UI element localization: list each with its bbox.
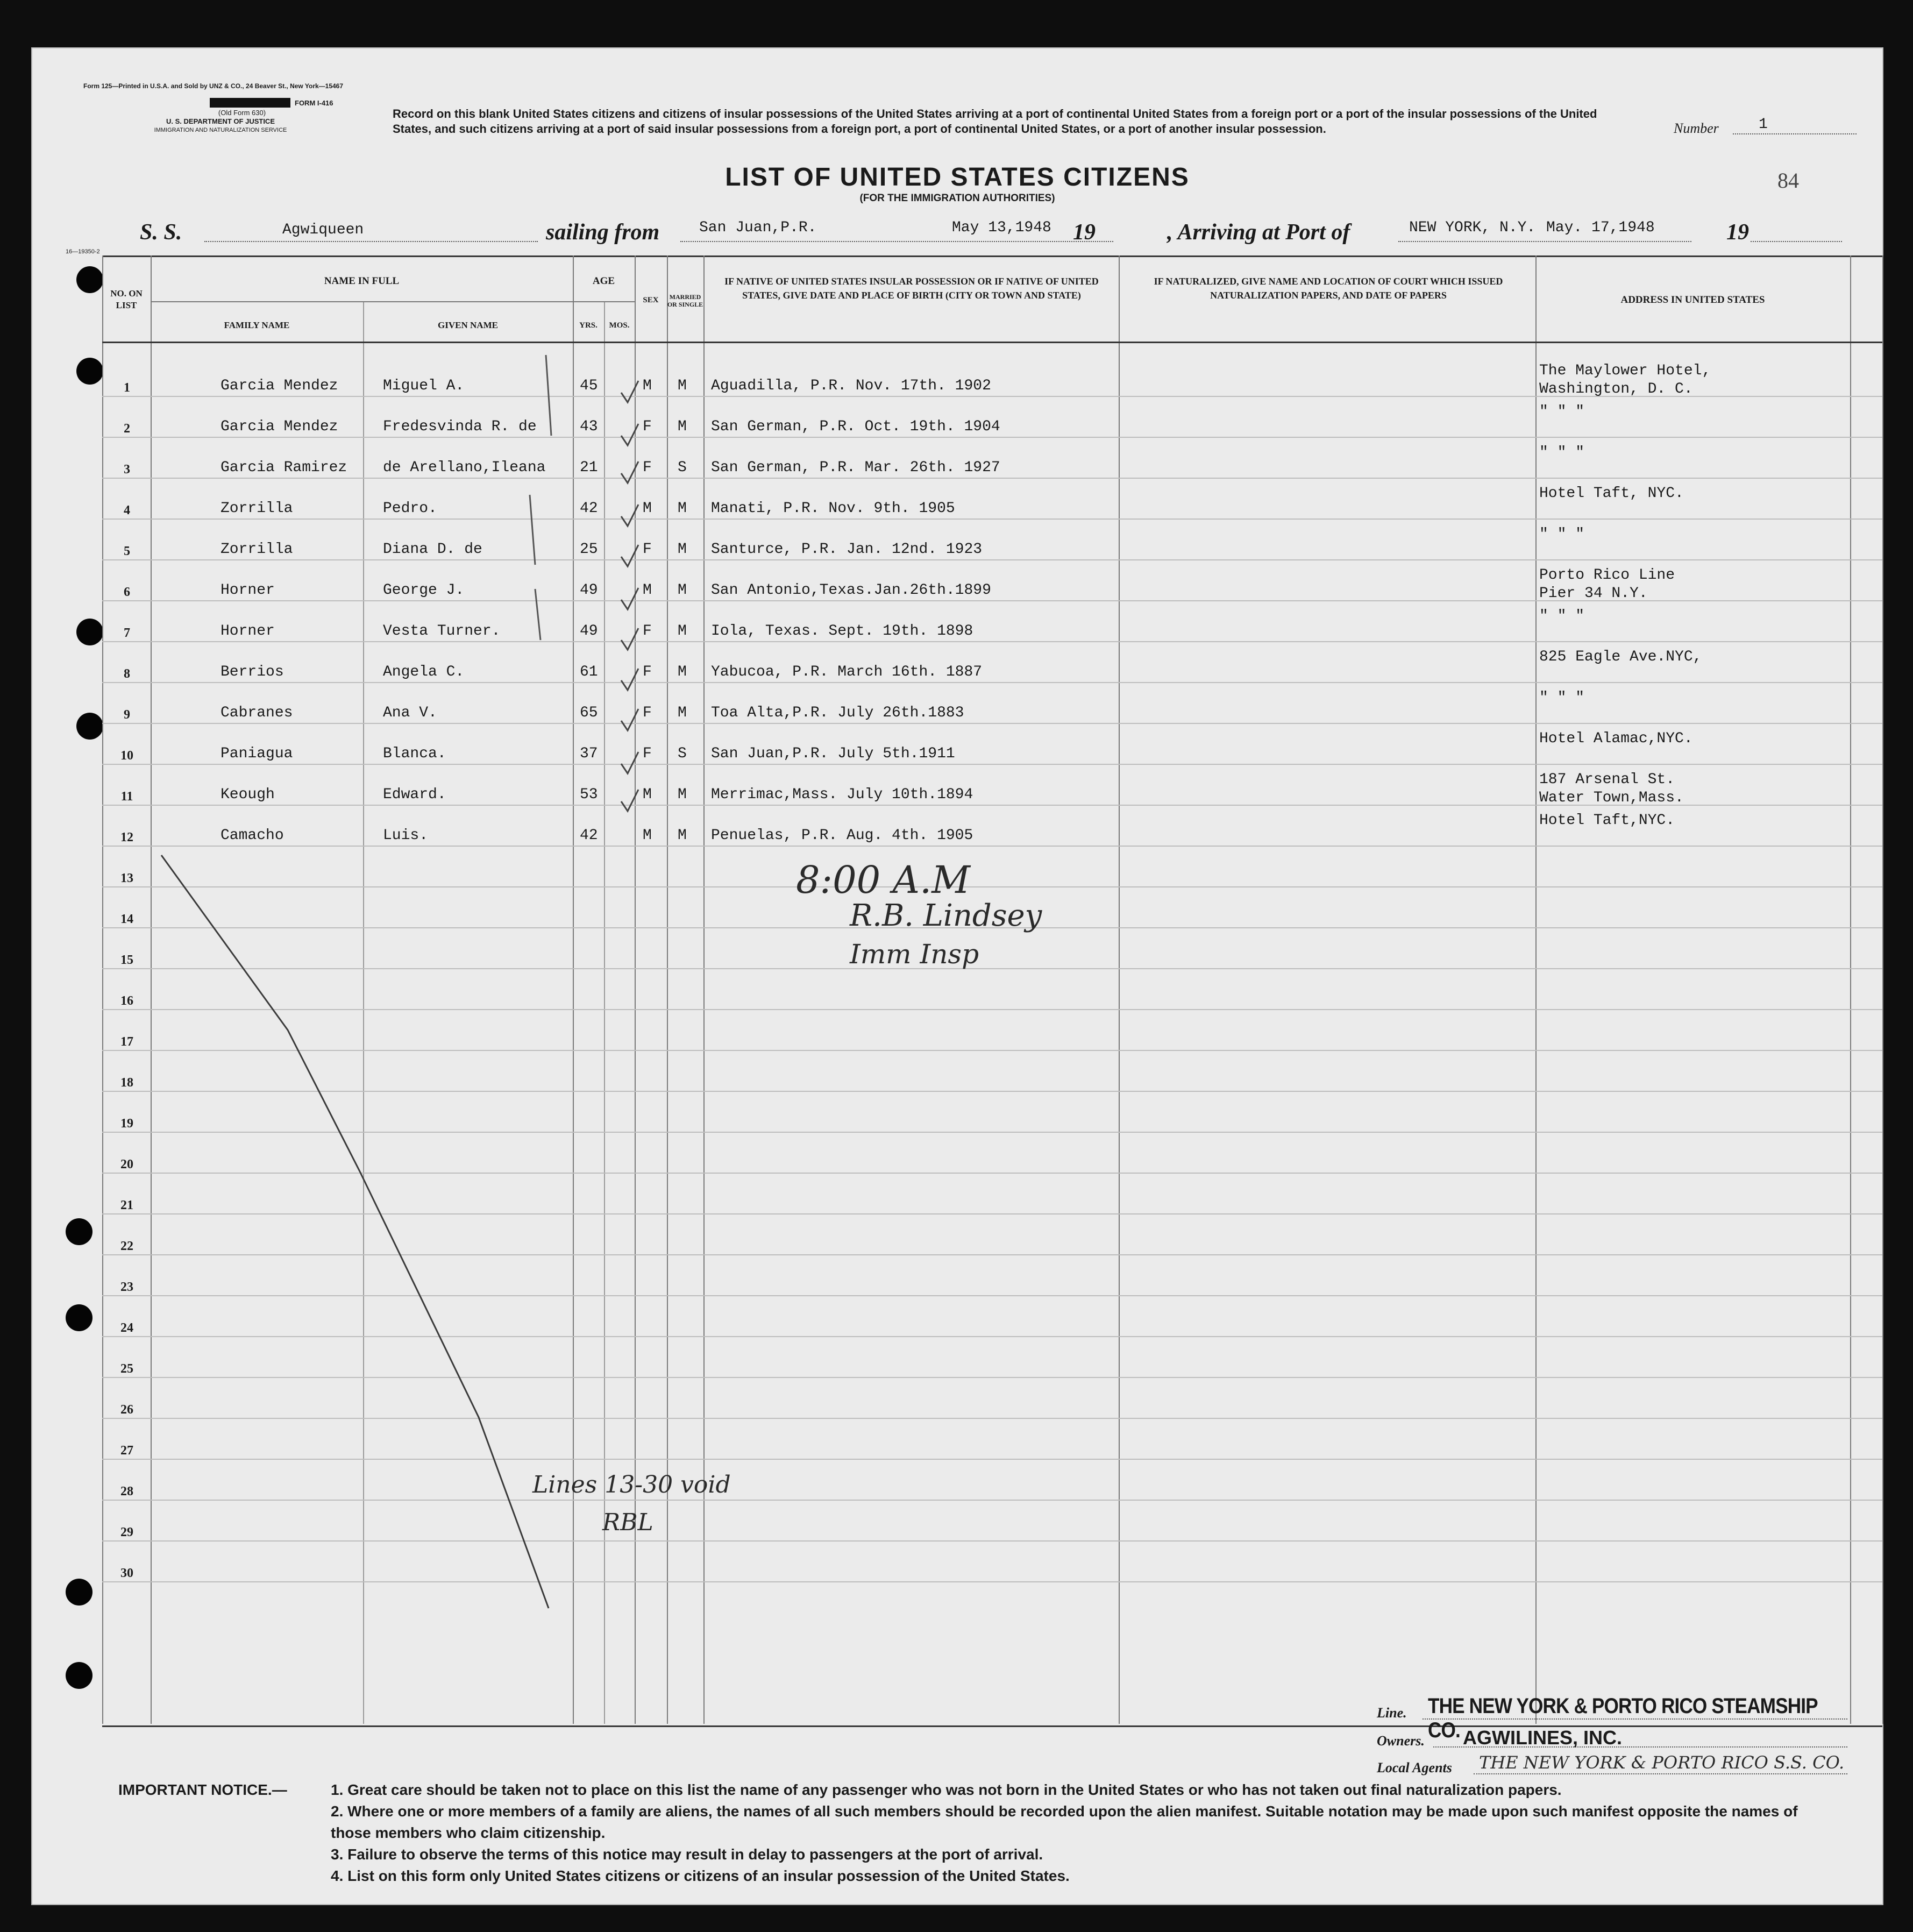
year-label-2: 19 bbox=[1726, 220, 1749, 245]
marital-status: S bbox=[678, 745, 687, 762]
birth-info: Toa Alta,P.R. July 26th.1883 bbox=[711, 705, 964, 721]
record-notice: Record on this blank United States citizens and citizens of insular possessions of the United States arriving at a port of continental United States from a foreign port or a port of the insular possessions of the United States, and such citizens arriving at a port of said insular possessions from a foreign port, a port of continental United States, or a port of another insular possession. bbox=[393, 107, 1597, 136]
birth-info: Merrimac,Mass. July 10th.1894 bbox=[711, 786, 973, 803]
row-number: 21 bbox=[120, 1198, 133, 1212]
owners-value: AGWILINES, INC. bbox=[1463, 1727, 1622, 1749]
row-number: 1 bbox=[124, 381, 130, 395]
sex: F bbox=[643, 459, 652, 476]
line-label: Line. bbox=[1377, 1705, 1407, 1721]
row-number: 11 bbox=[120, 790, 133, 804]
address-line-1: " " " bbox=[1539, 444, 1585, 461]
row-number: 27 bbox=[120, 1444, 133, 1458]
address-line-1: Hotel Alamac,NYC. bbox=[1539, 730, 1693, 747]
ss-label: S. S. bbox=[140, 220, 182, 245]
service: IMMIGRATION AND NATURALIZATION SERVICE bbox=[154, 127, 287, 133]
sail-date: May 13,1948 bbox=[952, 219, 1051, 236]
sex: M bbox=[643, 786, 652, 803]
age-years: 49 bbox=[580, 582, 598, 599]
header-married-single: MARRIED OR SINGLE bbox=[667, 293, 703, 308]
printer-line: Form 125—Printed in U.S.A. and Sold by UNZ & CO., 24 Beaver St., New York—15467 bbox=[83, 82, 344, 90]
given-name: Fredesvinda R. de bbox=[383, 418, 537, 435]
address-line-1: 187 Arsenal St. bbox=[1539, 771, 1675, 788]
age-years: 45 bbox=[580, 378, 598, 394]
from-port: San Juan,P.R. bbox=[699, 219, 817, 236]
void-strike-line bbox=[161, 855, 549, 1608]
age-years: 42 bbox=[580, 500, 598, 517]
family-name: Keough bbox=[221, 786, 275, 803]
sex: F bbox=[643, 541, 652, 558]
marital-status: M bbox=[678, 664, 687, 680]
address-line-1: Hotel Taft,NYC. bbox=[1539, 812, 1675, 829]
inspector-signature: R.B. Lindsey bbox=[850, 898, 1042, 933]
row-number: 16 bbox=[120, 994, 133, 1008]
row-number: 9 bbox=[124, 708, 130, 722]
department: U. S. DEPARTMENT OF JUSTICE bbox=[166, 117, 275, 125]
given-name: Blanca. bbox=[383, 745, 446, 762]
birth-info: San Antonio,Texas.Jan.26th.1899 bbox=[711, 582, 991, 599]
address-line-1: " " " bbox=[1539, 608, 1585, 624]
given-name: Diana D. de bbox=[383, 541, 482, 558]
sex: F bbox=[643, 664, 652, 680]
page-title: LIST OF UNITED STATES CITIZENS bbox=[725, 163, 1190, 191]
address-line-1: The Maylower Hotel, bbox=[1539, 363, 1711, 379]
given-name: Ana V. bbox=[383, 705, 437, 721]
family-name: Berrios bbox=[221, 664, 284, 680]
row-number: 3 bbox=[124, 463, 130, 477]
family-name: Horner bbox=[221, 623, 275, 640]
age-years: 21 bbox=[580, 459, 598, 476]
row-number: 28 bbox=[120, 1484, 133, 1498]
age-years: 25 bbox=[580, 541, 598, 558]
header-name-in-full: NAME IN FULL bbox=[324, 275, 400, 287]
row-number: 18 bbox=[120, 1076, 133, 1090]
handwriting-layer bbox=[32, 48, 1882, 1904]
header-address: ADDRESS IN UNITED STATES bbox=[1620, 294, 1765, 306]
page-subtitle: (FOR THE IMMIGRATION AUTHORITIES) bbox=[859, 193, 1055, 204]
old-form: (Old Form 630) bbox=[218, 109, 266, 117]
row-number: 26 bbox=[120, 1403, 133, 1417]
given-name: Miguel A. bbox=[383, 378, 465, 394]
sex: M bbox=[643, 378, 652, 394]
line-value: THE NEW YORK & PORTO RICO STEAMSHIP CO. bbox=[1428, 1694, 1818, 1742]
row-number: 17 bbox=[120, 1035, 133, 1049]
marital-status: M bbox=[678, 786, 687, 803]
header-birth: IF NATIVE OF UNITED STATES INSULAR POSSESSION OR IF NATIVE OF UNITED STATES, GIVE DATE AND PLACE OF BIRTH (CITY OR TOWN AND STATE) bbox=[724, 276, 1099, 301]
row-number: 23 bbox=[120, 1280, 133, 1294]
header-age: AGE bbox=[592, 275, 615, 287]
notice-1: 1. Great care should be taken not to place on this list the name of any passenger who was not born in the United States or who has not taken out final naturalization papers. bbox=[331, 1781, 1562, 1798]
sex: M bbox=[643, 500, 652, 517]
family-name: Zorrilla bbox=[221, 541, 293, 558]
row-number: 13 bbox=[120, 871, 133, 885]
header-given-name: GIVEN NAME bbox=[438, 320, 498, 330]
family-name: Garcia Mendez bbox=[221, 418, 338, 435]
agents-value: THE NEW YORK & PORTO RICO S.S. CO. bbox=[1479, 1752, 1845, 1773]
number-label: Number bbox=[1674, 120, 1719, 136]
address-line-1: " " " bbox=[1539, 403, 1585, 420]
address-line-2: Pier 34 N.Y. bbox=[1539, 585, 1648, 602]
manifest-sheet bbox=[31, 47, 1883, 1905]
header-sex: SEX bbox=[643, 296, 659, 304]
row-number: 4 bbox=[124, 503, 130, 517]
sex: M bbox=[643, 827, 652, 844]
given-name: Pedro. bbox=[383, 500, 437, 517]
address-line-1: Porto Rico Line bbox=[1539, 567, 1675, 584]
row-number: 8 bbox=[124, 667, 130, 681]
marital-status: M bbox=[678, 541, 687, 558]
notice-2: 2. Where one or more members of a family are aliens, the names of all such members should be recorded upon the alien manifest. Suitable notation may be made upon such manifest opposite the names of those members who claim citizenship. bbox=[331, 1803, 1798, 1841]
family-name: Garcia Ramirez bbox=[221, 459, 347, 476]
age-years: 53 bbox=[580, 786, 598, 803]
birth-info: San Juan,P.R. July 5th.1911 bbox=[711, 745, 955, 762]
row-number: 20 bbox=[120, 1157, 133, 1171]
row-number: 30 bbox=[120, 1566, 133, 1580]
birth-info: Iola, Texas. Sept. 19th. 1898 bbox=[711, 623, 973, 640]
notice-3: 3. Failure to observe the terms of this notice may result in delay to passengers at the port of arrival. bbox=[331, 1846, 1043, 1863]
margin-code: 16—19350-2 bbox=[66, 248, 100, 255]
family-name: Garcia Mendez bbox=[221, 378, 338, 394]
address-line-1: Hotel Taft, NYC. bbox=[1539, 485, 1684, 502]
sex: M bbox=[643, 582, 652, 599]
age-years: 61 bbox=[580, 664, 598, 680]
birth-info: Penuelas, P.R. Aug. 4th. 1905 bbox=[711, 827, 973, 844]
given-name: Luis. bbox=[383, 827, 429, 844]
header-yrs: YRS. bbox=[579, 321, 598, 330]
age-years: 49 bbox=[580, 623, 598, 640]
address-line-2: Water Town,Mass. bbox=[1539, 790, 1684, 806]
form-code: FORM I-416 bbox=[295, 99, 333, 107]
arrival-date: May. 17,1948 bbox=[1546, 219, 1655, 236]
birth-info: Aguadilla, P.R. Nov. 17th. 1902 bbox=[711, 378, 991, 394]
bracket-marks bbox=[530, 355, 551, 640]
marital-status: M bbox=[678, 623, 687, 640]
row-number: 25 bbox=[120, 1362, 133, 1376]
marital-status: M bbox=[678, 500, 687, 517]
age-years: 42 bbox=[580, 827, 598, 844]
family-name: Camacho bbox=[221, 827, 284, 844]
address-line-1: 825 Eagle Ave.NYC, bbox=[1539, 649, 1702, 665]
header-mos: MOS. bbox=[609, 321, 630, 330]
marital-status: M bbox=[678, 827, 687, 844]
void-initials: RBL bbox=[602, 1509, 653, 1536]
row-number: 24 bbox=[120, 1321, 133, 1335]
marital-status: M bbox=[678, 705, 687, 721]
notice-title: IMPORTANT NOTICE.— bbox=[118, 1781, 287, 1798]
sex: F bbox=[643, 418, 652, 435]
header-no-on-list: NO. ON LIST bbox=[110, 288, 143, 310]
row-number: 7 bbox=[124, 626, 130, 640]
sex: F bbox=[643, 623, 652, 640]
address-line-1: " " " bbox=[1539, 690, 1585, 706]
agents-label: Local Agents bbox=[1377, 1760, 1452, 1775]
arrival-port: NEW YORK, N.Y. bbox=[1409, 219, 1536, 236]
row-number: 5 bbox=[124, 544, 130, 558]
family-name: Paniagua bbox=[221, 745, 293, 762]
notice-4: 4. List on this form only United States citizens or citizens of an insular possession of the United States. bbox=[331, 1867, 1070, 1884]
void-note: Lines 13-30 void bbox=[532, 1471, 731, 1498]
given-name: Vesta Turner. bbox=[383, 623, 501, 640]
row-number: 14 bbox=[120, 912, 133, 926]
marital-status: M bbox=[678, 418, 687, 435]
check-marks bbox=[621, 381, 638, 811]
marital-status: M bbox=[678, 378, 687, 394]
row-number: 15 bbox=[120, 953, 133, 967]
marital-status: S bbox=[678, 459, 687, 476]
owners-label: Owners. bbox=[1377, 1733, 1425, 1749]
row-number: 2 bbox=[124, 422, 130, 436]
age-years: 43 bbox=[580, 418, 598, 435]
row-number: 10 bbox=[120, 749, 133, 763]
header-naturalized: IF NATURALIZED, GIVE NAME AND LOCATION OF COURT WHICH ISSUED NATURALIZATION PAPERS, AND DATE OF PAPERS bbox=[1154, 276, 1503, 301]
row-number: 22 bbox=[120, 1239, 133, 1253]
age-years: 65 bbox=[580, 705, 598, 721]
header-family-name: FAMILY NAME bbox=[224, 320, 290, 330]
birth-info: Santurce, P.R. Jan. 12nd. 1923 bbox=[711, 541, 983, 558]
inspection-time: 8:00 A.M bbox=[796, 858, 970, 902]
sex: F bbox=[643, 745, 652, 762]
given-name: Edward. bbox=[383, 786, 446, 803]
number-value: 1 bbox=[1759, 116, 1768, 133]
given-name: de Arellano,Ileana bbox=[383, 459, 546, 476]
row-number: 12 bbox=[120, 830, 133, 844]
year-label-1: 19 bbox=[1073, 220, 1096, 245]
row-number: 29 bbox=[120, 1525, 133, 1539]
given-name: George J. bbox=[383, 582, 465, 599]
row-number: 19 bbox=[120, 1117, 133, 1131]
given-name: Angela C. bbox=[383, 664, 465, 680]
family-name: Zorrilla bbox=[221, 500, 293, 517]
arriving-label: , Arriving at Port of bbox=[1167, 220, 1350, 245]
page-number: 84 bbox=[1777, 168, 1799, 193]
address-line-2: Washington, D. C. bbox=[1539, 381, 1693, 397]
birth-info: Manati, P.R. Nov. 9th. 1905 bbox=[711, 500, 955, 517]
inspector-title: Imm Insp bbox=[850, 939, 979, 970]
sailing-label: sailing from bbox=[546, 220, 660, 245]
marital-status: M bbox=[678, 582, 687, 599]
age-years: 37 bbox=[580, 745, 598, 762]
birth-info: San German, P.R. Oct. 19th. 1904 bbox=[711, 418, 1000, 435]
family-name: Horner bbox=[221, 582, 275, 599]
birth-info: Yabucoa, P.R. March 16th. 1887 bbox=[711, 664, 983, 680]
address-line-1: " " " bbox=[1539, 526, 1585, 543]
ship-name: Agwiqueen bbox=[282, 222, 364, 238]
row-number: 6 bbox=[124, 585, 130, 599]
birth-info: San German, P.R. Mar. 26th. 1927 bbox=[711, 459, 1000, 476]
sex: F bbox=[643, 705, 652, 721]
family-name: Cabranes bbox=[221, 705, 293, 721]
